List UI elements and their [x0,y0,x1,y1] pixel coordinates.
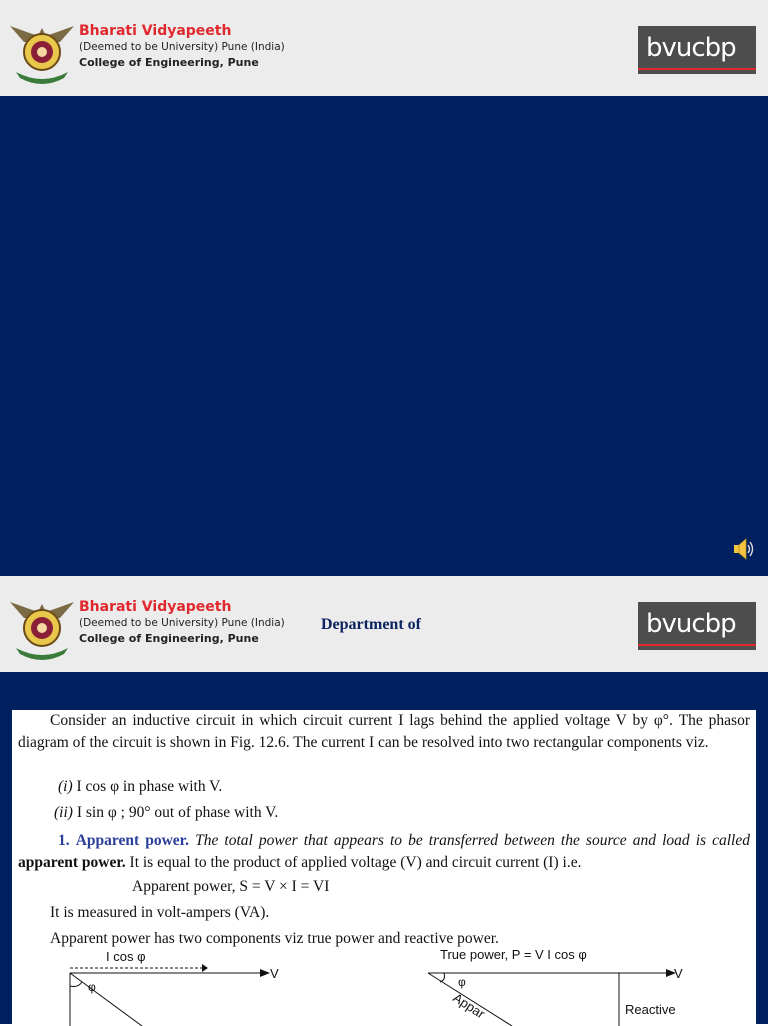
left-voltage-arrowhead [260,969,270,977]
list-item-1-num: (i) [58,778,73,795]
brand-college: College of Engineering, Pune [79,632,259,645]
heading-number: 1. [58,832,70,849]
measured-text: It is measured in volt-ampers (VA). [50,904,270,921]
right-phi-label: φ [458,975,466,989]
badge-underline [638,644,756,646]
true-power-label: True power, P = V I cos φ [440,947,587,962]
reactive-label: Reactive [625,1002,676,1017]
right-v-label: V [674,966,683,981]
left-icos-arrowhead [202,964,208,972]
formula: Apparent power, S = V × I = VI [132,878,330,895]
brand-subtitle: (Deemed to be University) Pune (India) [79,617,285,629]
list-item-2 [54,804,750,822]
brand-title: Bharati Vidyapeeth [79,599,232,615]
brand-block [79,598,285,646]
left-v-label: V [270,966,279,981]
list-item-1 [58,778,750,796]
list-item-2-text: I sin φ ; 90° out of phase with V. [76,804,279,821]
department-title: Department of [321,616,421,633]
definition-rest: It is equal to the product of applied voltage (V) and circuit current (I) i.e. [129,854,582,871]
left-phi-label: φ [88,980,96,994]
bvucoep-badge [638,602,756,650]
bvucoep-badge [638,26,756,74]
university-logo [8,8,76,88]
brand-college: College of Engineering, Pune [79,56,259,69]
definition-text: The total power that appears to be transferred between the source and load is called [195,832,750,849]
university-logo [8,584,76,664]
list-item-1-text: I cos φ in phase with V. [76,778,223,795]
left-icos-label: I cos φ [106,949,146,964]
speaker-icon[interactable] [732,536,754,562]
left-phi-arc [70,982,82,987]
brand-subtitle: (Deemed to be University) Pune (India) [79,41,285,53]
list-item-2-num: (ii) [54,804,73,821]
badge-text: bvucbp [646,609,736,639]
apparent-power-paragraph [18,830,750,874]
brand-block [79,22,285,70]
apparent-label: Appar [450,989,488,1022]
brand-title: Bharati Vidyapeeth [79,23,232,39]
heading-apparent-power: Apparent power. [75,832,190,849]
slide-header [0,576,768,672]
slide-header [0,0,768,96]
text-content [12,710,756,1024]
badge-underline [638,68,756,70]
badge-text: bvucbp [646,33,736,63]
components-text: Apparent power has two components viz true power and reactive power. [50,930,499,947]
blue-slide-body [0,96,768,576]
left-current-line [70,973,142,1026]
definition-term: apparent power. [18,854,126,871]
phasor-diagrams [12,946,756,1026]
intro-paragraph: Consider an inductive circuit in which circuit current I lags behind the applied voltage V by φ°. The phasor diagram of the circuit is shown in Fig. 12.6. The current I can be resolved into two rectangular components viz. [18,712,750,751]
